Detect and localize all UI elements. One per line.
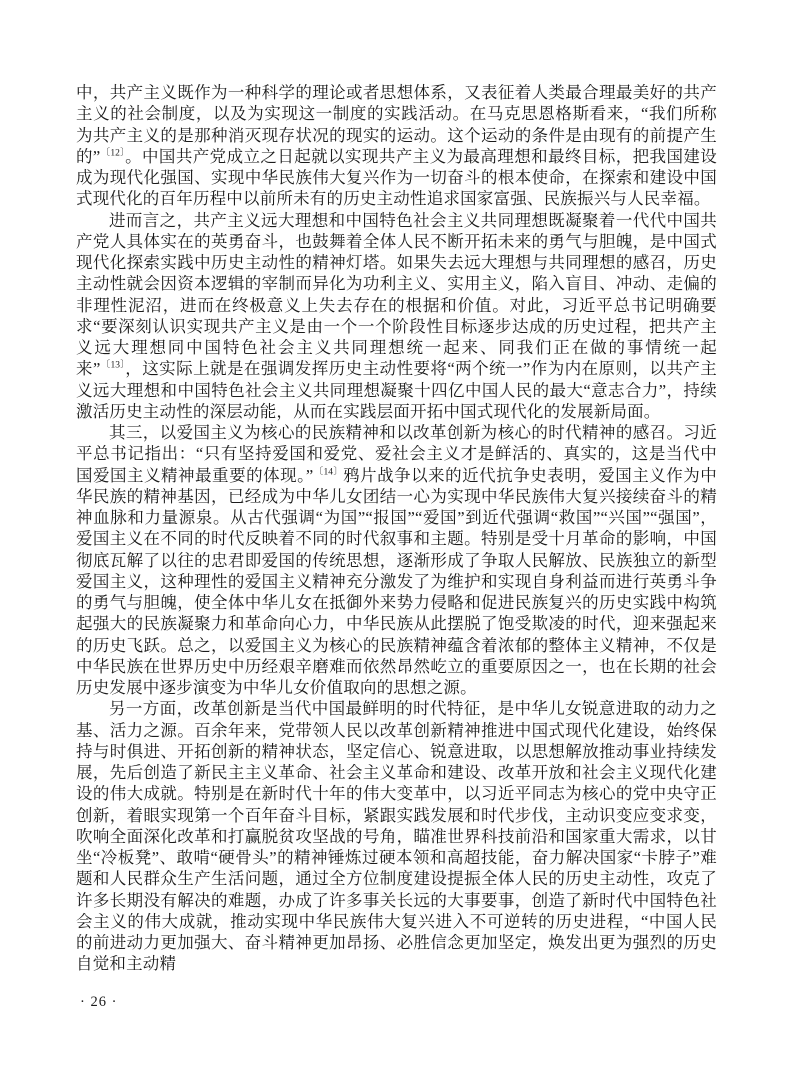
document-body xyxy=(76,82,717,975)
text-run: 进而言之，共产主义远大理想和中国特色社会主义共同理想既凝聚着一代代中国共产党人具体实在的英勇奋斗，也鼓舞着全体人民不断开拓未来的勇气与胆魄，是中国式现代化探索实践中历史主动性的精神灯塔。如果失去远大理想与共同理想的感召，历史主动性就会因资本逻辑的宰制而异化为功利主义、实用主义，陷入盲目、冲动、走偏的非理性泥沼，进而在终极意义上失去存在的根据和价值。对此，习近平总书记明确要求“要深刻认识实现共产主义是由一个一个阶段性目标逐步达成的历史过程，把共产主义远大理想同中国特色社会主义共同理想统一起来、同我们正在做的事情统一起来” xyxy=(76,210,717,379)
text-run: 另一方面，改革创新是当代中国最鲜明的时代特征，是中华儿女锐意进取的动力之基、活力之源。百余年来，党带领人民以改革创新精神推进中国式现代化建设，始终保持与时俱进、开拓创新的精神状态，坚定信心、锐意进取，以思想解放推动事业持续发展，先后创造了新民主主义革命、社会主义革命和建设、改革开放和社会主义现代化建设的伟大成就。特别是在新时代十年的伟大变革中，以习近平同志为核心的党中央守正创新，着眼实现第一个百年奋斗目标，紧跟实践发展和时代步伐，主动识变应变求变，吹响全面深化改革和打赢脱贫攻坚战的号角，瞄准世界科技前沿和国家重大需求，以甘坐“冷板凳”、敢啃“硬骨头”的精神锤炼过硬本领和高超技能，奋力解决国家“卡脖子”难题和人民群众生产生活问题，通过全方位制度建设提振全体人民的历史主动性，攻克了许多长期没有解决的难题，办成了许多事关长远的大事要事，创造了新时代中国特色社会主义的伟大成就，推动实现中华民族伟大复兴进入不可逆转的历史进程，“中国人民的前进动力更加强大、奋斗精神更加昂扬、必胜信念更加坚定，焕发出更为强烈的历史自觉和主动精 xyxy=(76,699,717,974)
page-number: · 26 · xyxy=(80,994,118,1010)
paragraph xyxy=(76,698,717,974)
text-run: ，这实际上就是在强调发挥历史主动性要将“两个统一”作为内在原则，以共产主义远大理想和中国特色社会主义共同理想凝聚十四亿中国人民的最大“意志合力”，持续激活历史主动性的深层动能，从而在实践层面开拓中国式现代化的发展新局面。 xyxy=(76,359,717,421)
paragraph xyxy=(76,82,717,210)
text-run: 鸦片战争以来的近代抗争史表明，爱国主义作为中华民族的精神基因，已经成为中华儿女团结一心为实现中华民族伟大复兴接续奋斗的精神血脉和力量源泉。从古代强调“为国”“报国”“爱国”到近代强调“救国”“兴国”“强国”，爱国主义在不同的时代反映着不同的时代叙事和主题。特别是受十月革命的影响，中国彻底瓦解了以往的忠君即爱国的传统思想，逐渐形成了争取人民解放、民族独立的新型爱国主义，这种理性的爱国主义精神充分激发了为维护和实现自身利益而进行英勇斗争的勇气与胆魄，使全体中华儿女在抵御外来势力侵略和促进民族复兴的历史实践中构筑起强大的民族凝聚力和革命向心力，中华民族从此摆脱了饱受欺凌的时代，迎来强起来的历史飞跃。总之，以爱国主义为核心的民族精神蕴含着浓郁的整体主义精神，不仅是中华民族在世界历史中历经艰辛磨难而依然昂然屹立的重要原因之一，也在长期的社会历史发展中逐步演变为中华儿女价值取向的思想之源。 xyxy=(76,465,717,697)
paragraph xyxy=(76,422,717,698)
paragraph xyxy=(76,210,717,423)
text-run: 中，共产主义既作为一种科学的理论或者思想体系，又表征着人类最合理最美好的共产主义的社会制度，以及为实现这一制度的实践活动。在马克思恩格斯看来，“我们所称为共产主义的是那种消灭现存状况的现实的运动。这个运动的条件是由现有的前提产生的” xyxy=(76,83,717,166)
footnote-reference: 〔12〕 xyxy=(100,148,126,159)
footnote-reference: 〔13〕 xyxy=(100,360,126,371)
text-run: 。中国共产党成立之日起就以实现共产主义为最高理想和最终目标，把我国建设成为现代化强国、实现中华民族伟大复兴作为一切奋斗的根本使命，在探索和建设中国式现代化的百年历程中以前所未有的历史主动性追求国家富强、民族振兴与人民幸福。 xyxy=(76,146,717,209)
text-run: 其三，以爱国主义为核心的民族精神和以改革创新为核心的时代精神的感召。习近平总书记指出：“只有坚持爱国和爱党、爱社会主义才是鲜活的、真实的，这是当代中国爱国主义精神最重要的体现。” xyxy=(76,423,717,485)
footnote-reference: 〔14〕 xyxy=(313,467,344,477)
